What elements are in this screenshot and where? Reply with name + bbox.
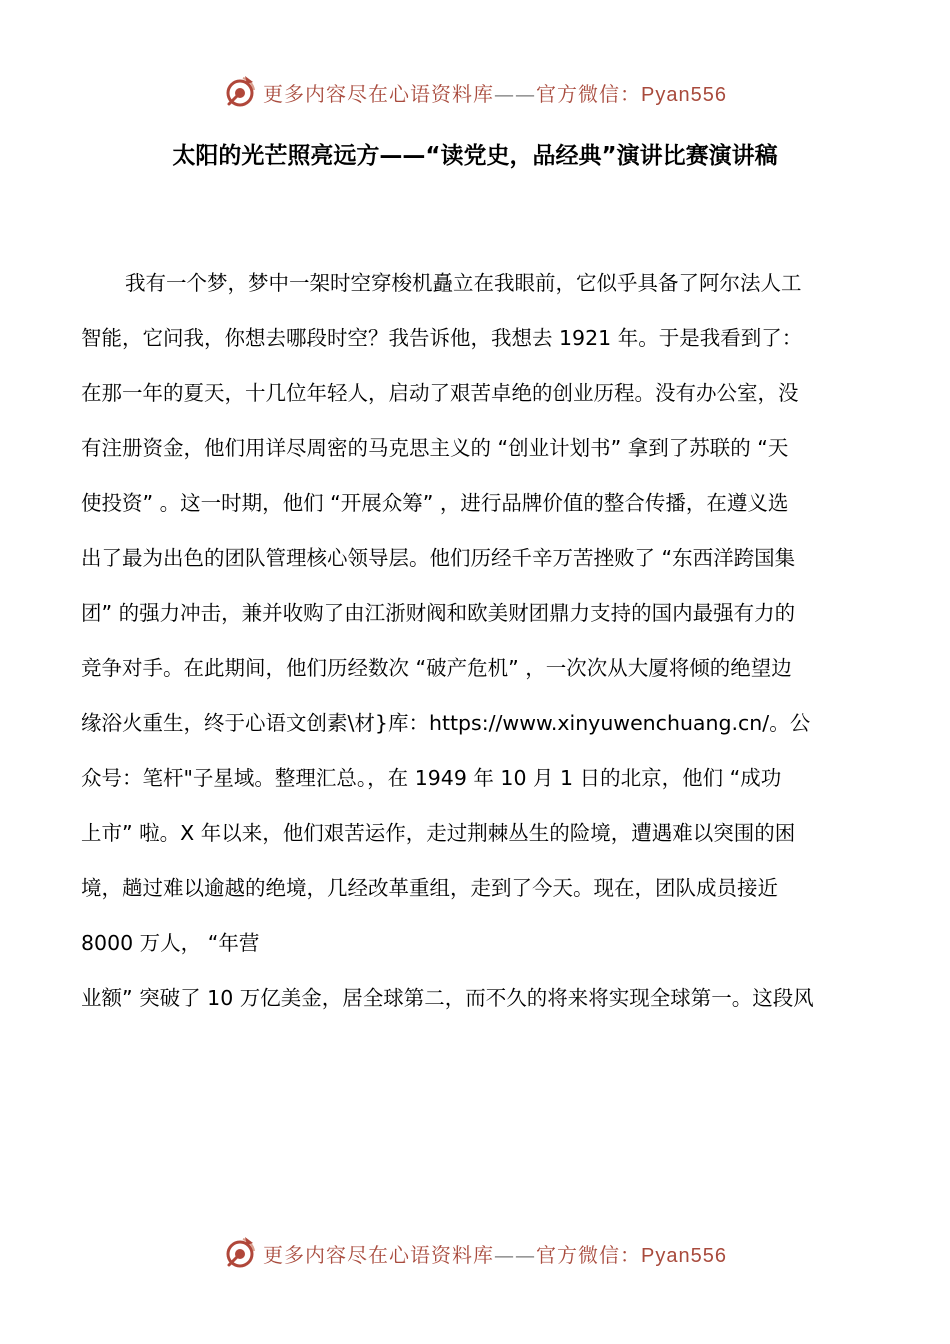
- body-line: 境，趟过难以逾越的绝境，几经改革重组，走到了今天。现在，团队成员接近: [81, 876, 778, 900]
- body-line: 上市” 啦。X 年以来，他们艰苦运作，走过荆棘丛生的险境，遭遇难以突围的困: [81, 821, 796, 845]
- header-banner-text: 更多内容尽在心语资料库——官方微信：Pyan556: [263, 81, 727, 106]
- body-line: 使投资” 。这一时期，他们 “开展众筹” ，进行品牌价值的整合传播，在遵义选: [81, 491, 789, 515]
- body-line: 团” 的强力冲击，兼并收购了由江浙财阀和欧美财团鼎力支持的国内最强有力的: [81, 601, 796, 625]
- body-line: 缘浴火重生，终于心语文创素\材}库：https://www.xinyuwenchuang.cn/。公: [81, 711, 811, 735]
- footer-wechat-id: Pyan556: [641, 1244, 727, 1267]
- body-line: 出了最为出色的团队管理核心领导层。他们历经千辛万苦挫败了 “东西洋跨国集: [81, 546, 796, 570]
- body-line: 8000 万人， “年营: [81, 931, 260, 955]
- body-line: 在那一年的夏天，十几位年轻人，启动了艰苦卓绝的创业历程。没有办公室，没: [81, 381, 799, 405]
- document-body: [81, 256, 881, 1026]
- body-line: 有注册资金，他们用详尽周密的马克思主义的 “创业计划书” 拿到了苏联的 “天: [81, 436, 789, 460]
- body-line: 业额” 突破了 10 万亿美金，居全球第二，而不久的将来将实现全球第一。这段风: [81, 986, 814, 1010]
- document-title: 太阳的光芒照亮远方——“读党史，品经典”演讲比赛演讲稿: [172, 143, 778, 169]
- header-wechat-id: Pyan556: [641, 83, 727, 106]
- footer-banner-text: 更多内容尽在心语资料库——官方微信：Pyan556: [263, 1242, 727, 1267]
- body-line: 众号：笔杆"子星域。整理汇总。，在 1949 年 10 月 1 日的北京，他们 “成功: [81, 766, 782, 790]
- brand-logo-icon: [223, 1235, 259, 1271]
- body-line: 我有一个梦，梦中一架时空穿梭机矗立在我眼前，它似乎具备了阿尔法人工: [125, 271, 802, 295]
- body-line: 竞争对手。在此期间，他们历经数次 “破产危机” ，一次次从大厦将倾的绝望边: [81, 656, 792, 680]
- header-banner: [0, 72, 950, 112]
- body-line: 智能，它问我，你想去哪段时空？我告诉他，我想去 1921 年。于是我看到了：: [81, 326, 803, 350]
- footer-banner: [0, 1233, 950, 1273]
- brand-logo-icon: [223, 74, 259, 110]
